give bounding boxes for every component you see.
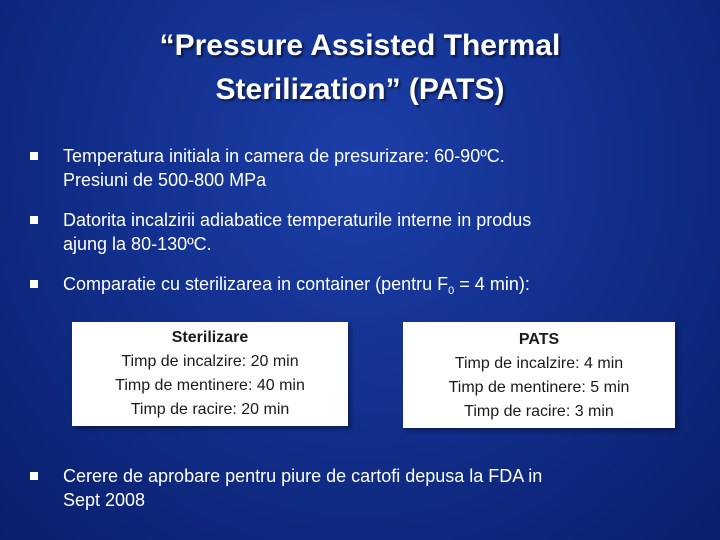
bullet-line-1: Cerere de aprobare pentru piure de cartofi depusa la FDA in bbox=[63, 466, 543, 486]
title-line-1: “Pressure Assisted Thermal bbox=[159, 29, 561, 62]
bullet-text bbox=[63, 144, 683, 192]
pats-box bbox=[403, 322, 675, 428]
bullet-line-1: Temperatura initiala in camera de presurizare: 60-90ºC. bbox=[63, 146, 505, 166]
f-subscript: 0 bbox=[448, 285, 455, 297]
bullet-line-2: Sept 2008 bbox=[63, 490, 146, 510]
square-bullet-icon bbox=[30, 280, 38, 288]
slide-title bbox=[40, 24, 680, 112]
holding-time: Timp de mentinere: 40 min bbox=[115, 377, 305, 394]
comparison-text-before: Comparatie cu sterilizarea in container (pentru F bbox=[63, 274, 449, 294]
cooling-time: Timp de racire: 20 min bbox=[130, 401, 290, 418]
square-bullet-icon bbox=[30, 216, 38, 224]
box-heading: Sterilizare bbox=[171, 329, 249, 346]
bullet-text bbox=[63, 208, 683, 256]
cooling-time: Timp de racire: 3 min bbox=[464, 403, 614, 420]
heating-time: Timp de incalzire: 20 min bbox=[121, 353, 299, 370]
bullet-line-1 bbox=[63, 272, 683, 303]
holding-time: Timp de mentinere: 5 min bbox=[448, 379, 630, 396]
square-bullet-icon bbox=[30, 472, 38, 480]
comparison-text-after: = 4 min): bbox=[454, 274, 530, 294]
bullet-text bbox=[63, 272, 683, 303]
sterilization-box bbox=[72, 322, 348, 426]
title-line-2: Sterilization” (PATS) bbox=[215, 73, 505, 106]
bullet-line-2: Presiuni de 500-800 MPa bbox=[63, 170, 267, 190]
bullet-line-1: Datorita incalzirii adiabatice temperaturile interne in produs bbox=[63, 210, 532, 230]
box-heading: PATS bbox=[518, 331, 560, 348]
square-bullet-icon bbox=[30, 152, 38, 160]
bullet-text bbox=[63, 464, 683, 512]
bullet-line-2: ajung la 80-130ºC. bbox=[63, 234, 212, 254]
heating-time: Timp de incalzire: 4 min bbox=[454, 355, 624, 372]
